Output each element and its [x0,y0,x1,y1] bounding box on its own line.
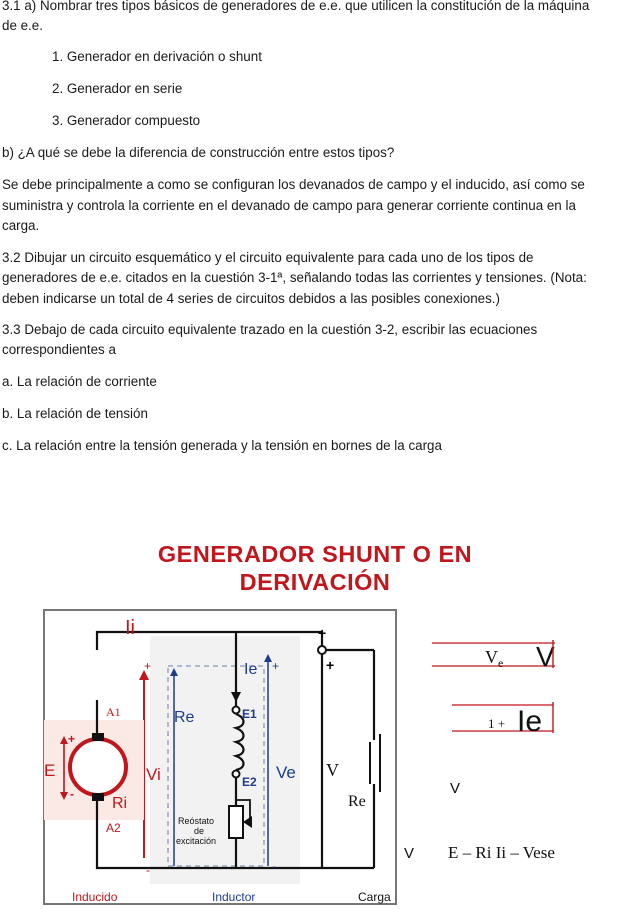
eq-V-big: V [536,641,555,672]
brush-bottom [92,793,104,801]
answer-line2: suministra y controla la corriente en el devanado de campo para generar corriente continua en la [2,198,576,213]
label-Vi: Vi [146,765,161,784]
terminal-dot [318,646,326,654]
item-b: b. La relación de tensión [2,406,148,421]
q32-line2: generadores de e.e. citados en la cuestión 3-1ª, señalando todas las corrientes y tensiones. (Nota: [2,270,587,285]
load-gap [370,740,378,784]
list-item: 2. Generador en serie [52,81,183,96]
plus-sign: + [144,659,152,673]
plus-sign: + [68,732,76,746]
label-A2: A2 [106,821,121,835]
label-E2: E2 [242,775,257,789]
plus-sign: + [326,657,335,673]
label-Re: Re [174,709,195,726]
q33-line2: correspondientes a [2,342,116,357]
label-inductor: Inductor [212,890,256,904]
item-a: a. La relación de corriente [2,374,157,389]
rheostat [229,806,243,838]
label-E: E [44,761,56,780]
q31-line2: de e.e. [2,18,43,33]
figure-title [0,540,630,596]
question-b: b) ¿A qué se debe la diferencia de construcción entre estos tipos? [2,145,395,160]
label-V: V [326,760,339,780]
label-inducido: Inducido [72,890,118,904]
q32-line3: deben indicarse un total de 4 series de circuitos debidos a las posibles conexiones.) [2,291,500,306]
eq4: E – Ri Ii – Vese [448,843,555,862]
shunt-generator-diagram [0,600,630,909]
label-carga: Carga [358,890,391,904]
label-Ri: Ri [112,795,128,812]
q31-line1: 3.1 a) Nombrar tres tipos básicos de generadores de e.e. que utilicen la constitución de la máquina [2,0,590,13]
label-E1: E1 [242,707,257,721]
answer-line3: carga. [2,218,40,233]
minus-sign: - [146,863,150,877]
terminal-E2 [233,771,240,778]
minus-sign: - [272,859,276,873]
brush-top [92,733,104,741]
plus-sign: + [318,625,327,641]
eq-ve: $V_e$ [485,647,504,670]
figure-title-line2: DERIVACIÓN [239,569,391,595]
list-item: 3. Generador compuesto [52,113,201,128]
label-Ie: Ie [244,661,258,678]
item-c: c. La relación entre la tensión generada y la tensión en bornes de la carga [2,438,442,453]
rheostat-label: Reóstato de excitación [176,816,217,846]
terminal-E1 [233,707,240,714]
plus-sign: + [272,659,280,673]
answer-line1: Se debe principalmente a como se configuran los devanados de campo y el inducido, así como se [2,177,585,192]
armature-circle [70,739,126,795]
q33-line1: 3.3 Debajo de cada circuito equivalente trazado en la cuestión 3-2, escribir las ecuaciones [2,322,538,337]
list-item: 1. Generador en derivación o shunt [52,49,262,64]
eq2-big: Ie [517,705,543,738]
label-load-Re: Re [348,793,366,810]
minus-sign: - [70,787,74,801]
label-A1: A1 [106,705,121,719]
eq4-v: V [404,845,415,862]
q32-line1: 3.2 Dibujar un circuito esquemático y el circuito equivalente para cada uno de los tipos de [2,250,534,265]
eq3: V [450,780,461,797]
label-Ve: Ve [276,763,296,782]
eq2-small: 1 + [488,716,506,731]
figure-title-line1: GENERADOR SHUNT O EN [157,541,473,567]
label-Ii: Ii [125,617,135,639]
